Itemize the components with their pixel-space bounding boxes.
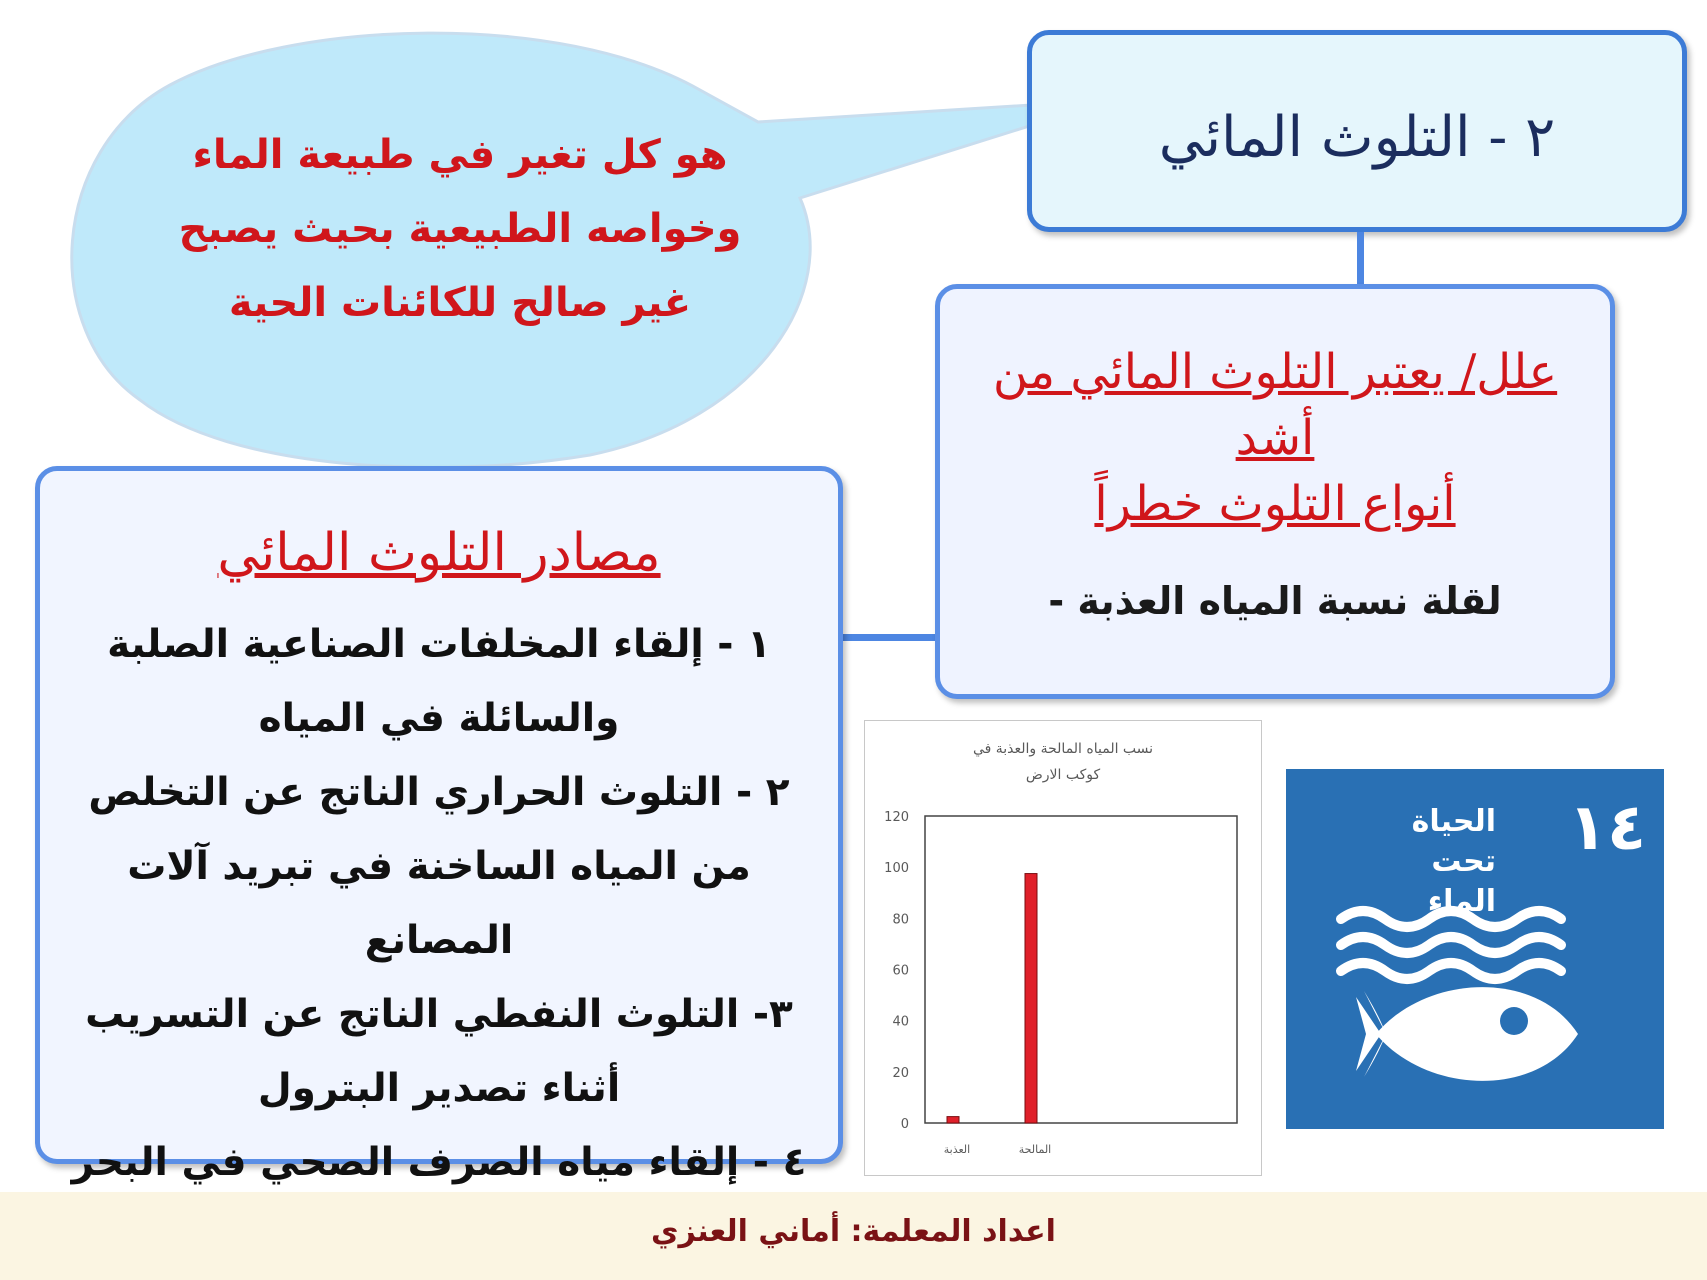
water-chart bbox=[864, 720, 1262, 1176]
x-tick-label: المالحة bbox=[1018, 1143, 1052, 1156]
list-item: أثناء تصدير البترول bbox=[257, 1066, 621, 1111]
reason-box bbox=[935, 284, 1615, 699]
list-item: ٢ - التلوث الحراري الناتج عن التخلص bbox=[88, 770, 790, 815]
y-tick-label: 120 bbox=[884, 810, 909, 825]
footer-bar bbox=[0, 1192, 1707, 1280]
y-tick-label: 0 bbox=[900, 1117, 909, 1132]
definition-line: هو كل تغير في طبيعة الماء bbox=[192, 132, 728, 178]
x-tick-label: العذبة bbox=[943, 1143, 971, 1156]
list-item: ٤ - إلقاء مياه الصرف الصحي في البحر bbox=[71, 1140, 807, 1185]
y-tick-label: 20 bbox=[892, 1065, 909, 1081]
reason-answer: - لقلة نسبة المياه العذبة bbox=[1048, 579, 1502, 623]
list-item: والسائلة في المياه bbox=[258, 696, 620, 741]
sources-box bbox=[35, 466, 843, 1185]
list-item: ١ - إلقاء المخلفات الصناعية الصلبة bbox=[107, 622, 771, 667]
y-tick-label: 80 bbox=[892, 912, 909, 928]
bar bbox=[947, 1117, 959, 1123]
reason-question-line2: أنواع التلوث خطراً bbox=[1094, 476, 1456, 532]
sdg-title-line: الحياة تحت bbox=[1411, 804, 1496, 879]
chart-title: نسب المياه المالحة والعذبة في bbox=[972, 741, 1154, 757]
connector-line bbox=[840, 634, 940, 641]
sdg-number: ١٤ bbox=[1568, 791, 1647, 865]
y-tick-label: 40 bbox=[892, 1014, 909, 1030]
list-item: من المياه الساخنة في تبريد آلات المصانع bbox=[127, 844, 751, 963]
bar bbox=[1025, 874, 1037, 1123]
y-tick-label: 100 bbox=[884, 861, 909, 877]
definition-line: وخواصه الطبيعية بحيث يصبح bbox=[178, 206, 742, 252]
sdg-title-line: الماء bbox=[1427, 884, 1496, 919]
y-tick-label: 60 bbox=[892, 963, 909, 979]
fish-icon bbox=[1286, 769, 1664, 1129]
reason-question bbox=[960, 339, 1590, 537]
sources-heading: مصادر التلوث المائي bbox=[217, 523, 661, 583]
title-box bbox=[1027, 30, 1687, 232]
page-title: ٢ - التلوث المائي bbox=[1158, 105, 1556, 170]
chart-plot-area bbox=[925, 816, 1237, 1123]
definition-text bbox=[110, 118, 810, 340]
sdg-14-tile bbox=[1286, 769, 1664, 1129]
chart-title: كوكب الارض bbox=[1025, 767, 1101, 783]
reason-question-line1: علل/ يعتبر التلوث المائي من أشد bbox=[992, 344, 1558, 466]
list-item: ٣- التلوث النفطي الناتج عن التسريب bbox=[85, 992, 793, 1037]
connector-line bbox=[1357, 232, 1364, 284]
definition-line: غير صالح للكائنات الحية bbox=[228, 280, 692, 326]
footer-credit: اعداد المعلمة: أماني العنزي bbox=[651, 1214, 1056, 1249]
sources-list bbox=[50, 608, 828, 1200]
chart-svg bbox=[865, 721, 1261, 1175]
